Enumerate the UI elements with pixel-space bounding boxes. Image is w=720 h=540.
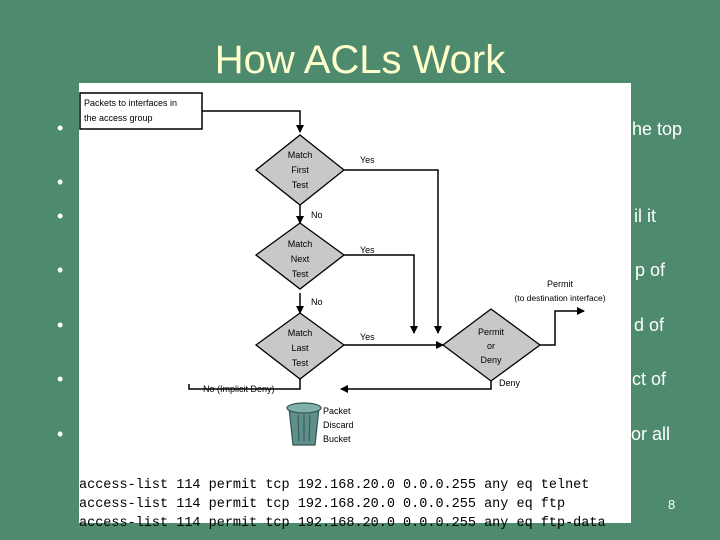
trash-bucket-icon bbox=[287, 403, 321, 445]
permit-destination-label: (to destination interface) bbox=[514, 293, 606, 303]
permit-label: Permit bbox=[546, 279, 574, 289]
page-number: 8 bbox=[668, 497, 676, 512]
slide-title: How ACLs Work bbox=[214, 38, 506, 82]
bullet-2: • bbox=[57, 172, 64, 192]
bullet-text-fragment-7: or all bbox=[631, 424, 671, 444]
acl-line: access-list 114 permit tcp 192.168.20.0 0.0.0.255 any eq telnet bbox=[79, 478, 590, 493]
acl-line: access-list 114 permit tcp 192.168.20.0 0.0.0.255 any eq ftp-data bbox=[79, 516, 606, 531]
decision-last-line-1: Match bbox=[287, 328, 313, 338]
bullet-4: • bbox=[57, 260, 64, 280]
bullet-text-fragment-5: d of bbox=[634, 315, 665, 335]
decision-permit-line-1: Permit bbox=[477, 327, 505, 337]
bullet-1: • bbox=[57, 118, 64, 138]
acl-flow-diagram-panel bbox=[79, 83, 631, 531]
acl-line: access-list 114 permit tcp 192.168.20.0 0.0.0.255 any eq ftp bbox=[79, 497, 566, 512]
bullet-text-fragment-6: ct of bbox=[632, 369, 667, 389]
decision-last-line-3: Test bbox=[291, 358, 309, 368]
deny-label: Deny bbox=[499, 378, 521, 388]
acl-config-block bbox=[79, 457, 606, 533]
implicit-deny-label: No (Implicit Deny) bbox=[203, 384, 275, 394]
start-box-line-1: Packets to interfaces in bbox=[84, 98, 178, 108]
decision-next-line-3: Test bbox=[291, 269, 309, 279]
no-label-next: No bbox=[311, 297, 323, 307]
bullet-5: • bbox=[57, 315, 64, 335]
acl-flowchart bbox=[79, 83, 631, 453]
yes-label-last: Yes bbox=[360, 332, 375, 342]
no-label-first: No bbox=[311, 210, 323, 220]
decision-first-line-3: Test bbox=[291, 180, 309, 190]
decision-permit-line-2: or bbox=[486, 341, 496, 351]
decision-permit-line-3: Deny bbox=[480, 355, 502, 365]
decision-first-line-2: First bbox=[291, 165, 309, 175]
decision-next-line-1: Match bbox=[287, 239, 313, 249]
decision-last-line-2: Last bbox=[291, 343, 309, 353]
bullet-6: • bbox=[57, 369, 64, 389]
bullet-text-fragment-4: p of bbox=[635, 260, 666, 280]
bullet-7: • bbox=[57, 424, 64, 444]
bucket-label-line-3: Bucket bbox=[323, 434, 351, 444]
start-box-line-2: the access group bbox=[84, 113, 153, 123]
decision-first-line-1: Match bbox=[287, 150, 313, 160]
bucket-label-line-1: Packet bbox=[323, 406, 351, 416]
bucket-label-line-2: Discard bbox=[323, 420, 354, 430]
yes-label-first: Yes bbox=[360, 155, 375, 165]
bullet-text-fragment-3: il it bbox=[634, 206, 656, 226]
bullet-text-fragment-1: he top bbox=[632, 119, 683, 139]
decision-next-line-2: Next bbox=[290, 254, 310, 264]
yes-label-next: Yes bbox=[360, 245, 375, 255]
bullet-3: • bbox=[57, 206, 64, 226]
